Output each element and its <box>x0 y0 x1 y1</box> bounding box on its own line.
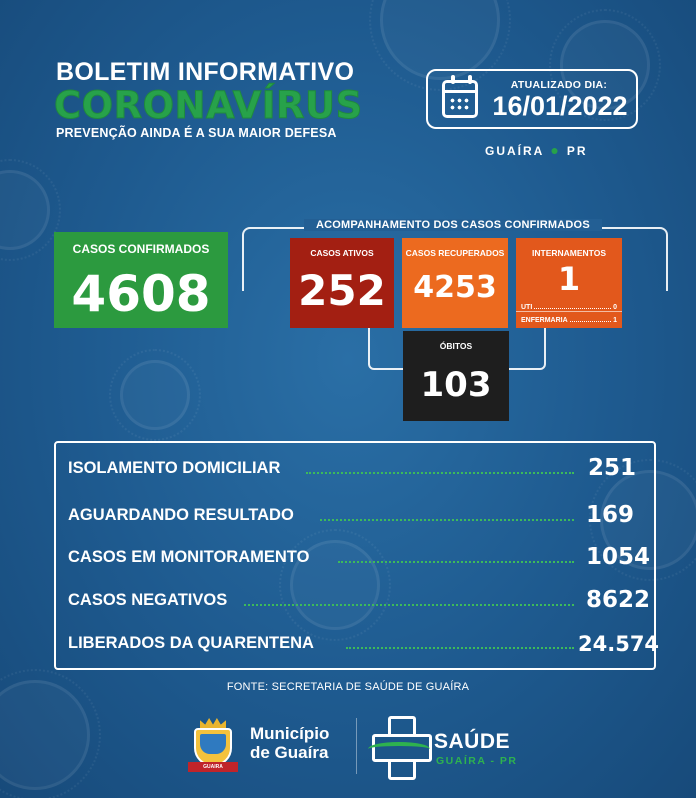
stat-label: LIBERADOS DA QUARENTENA <box>68 634 314 652</box>
municipality-line-2: de Guaíra <box>250 743 329 762</box>
stat-row-awaiting <box>68 498 652 528</box>
health-logo-subtitle: GUAÍRA - PR <box>436 755 518 767</box>
stat-value: 169 <box>586 502 635 528</box>
stat-label: CASOS NEGATIVOS <box>68 591 228 609</box>
active-value: 252 <box>298 266 386 315</box>
uti-label: UTI <box>521 304 533 311</box>
prevention-subtitle: PREVENÇÃO AINDA É A SUA MAIOR DEFESA <box>56 126 337 140</box>
deaths-card <box>403 331 509 421</box>
municipal-crest-logo <box>188 716 238 774</box>
hospitalized-value: 1 <box>557 260 581 298</box>
stat-value: 24.574 <box>578 632 660 656</box>
recovered-cases-card <box>402 238 508 328</box>
recovered-label: CASOS RECUPERADOS <box>405 248 505 258</box>
recovered-value: 4253 <box>413 270 497 305</box>
confirmed-label: CASOS CONFIRMADOS <box>72 242 210 256</box>
virus-decoration-icon <box>120 360 190 430</box>
stats-panel <box>54 441 660 670</box>
health-cross-icon <box>372 716 426 774</box>
footer-divider <box>356 718 357 774</box>
coronavirus-headline: CORONAVÍRUS <box>54 84 363 127</box>
virus-decoration-icon <box>0 680 90 790</box>
city-state <box>485 142 587 158</box>
virus-decoration-icon <box>0 170 50 250</box>
crest-ribbon-text: GUAIRA <box>188 762 238 772</box>
source-note: FONTE: SECRETARIA DE SAÚDE DE GUAÍRA <box>226 681 470 693</box>
separator-dot-icon: ● <box>550 142 561 158</box>
ward-value: 1 <box>613 317 617 324</box>
municipality-logo-text <box>250 724 329 762</box>
confirmed-value: 4608 <box>71 265 211 323</box>
stat-label: ISOLAMENTO DOMICILIAR <box>68 459 281 477</box>
updated-date-box <box>426 69 638 129</box>
ward-label: ENFERMARIA <box>521 317 568 324</box>
active-label: CASOS ATIVOS <box>310 248 374 258</box>
stat-row-isolation <box>68 451 652 481</box>
deaths-value: 103 <box>420 365 492 405</box>
stat-label: CASOS EM MONITORAMENTO <box>68 548 310 566</box>
updated-date: 16/01/2022 <box>492 91 628 121</box>
health-logo-title: SAÚDE <box>434 730 511 753</box>
state-name: PR <box>566 144 588 158</box>
virus-decoration-icon <box>380 0 500 80</box>
stat-value: 8622 <box>586 587 651 613</box>
ward-row <box>521 313 617 324</box>
stat-value: 251 <box>588 455 637 481</box>
uti-value: 0 <box>613 304 617 311</box>
confirmed-cases-card <box>54 232 228 328</box>
hospitalized-card <box>516 238 622 328</box>
stat-label: AGUARDANDO RESULTADO <box>68 506 294 524</box>
hospitalized-label: INTERNAMENTOS <box>532 248 606 258</box>
stat-row-negative <box>68 583 652 613</box>
stat-row-monitoring <box>68 540 652 570</box>
tracking-title: ACOMPANHAMENTO DOS CASOS CONFIRMADOS <box>304 219 602 231</box>
municipality-line-1: Município <box>250 724 330 743</box>
city-name: GUAÍRA <box>485 144 545 158</box>
uti-row <box>521 300 617 311</box>
active-cases-card <box>290 238 394 328</box>
updated-label: ATUALIZADO DIA: <box>510 79 608 91</box>
deaths-label: ÓBITOS <box>439 341 473 351</box>
calendar-icon <box>442 80 478 118</box>
stat-value: 1054 <box>586 544 651 570</box>
stat-row-released <box>68 626 660 656</box>
bulletin-title: BOLETIM INFORMATIVO <box>56 58 355 86</box>
